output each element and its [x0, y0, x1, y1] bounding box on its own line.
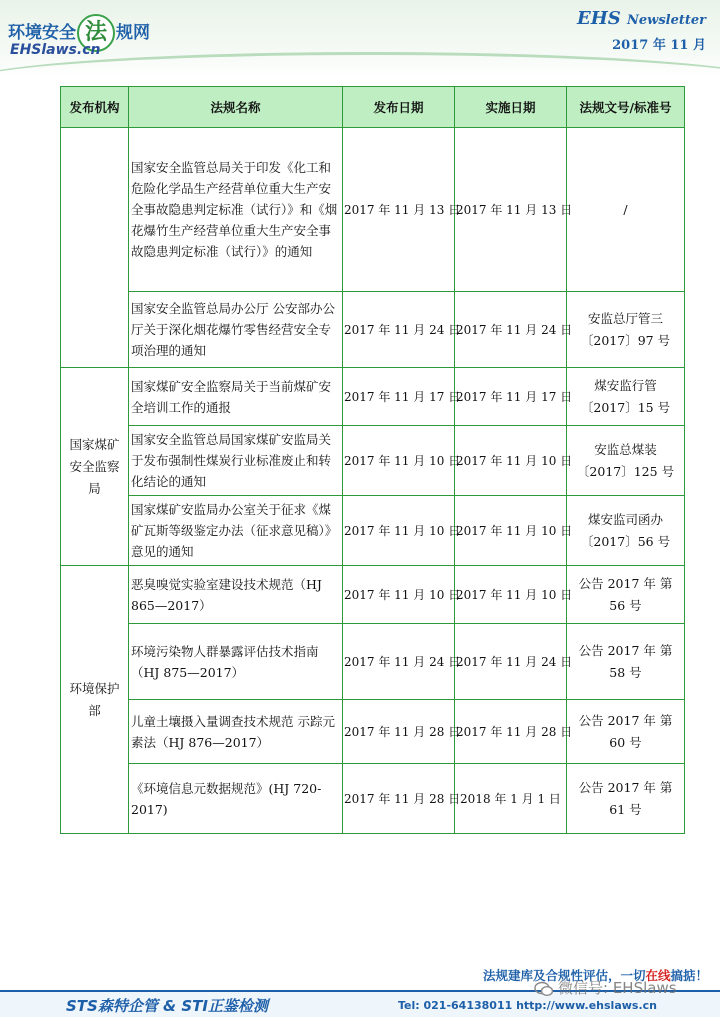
slogan-text: 法规建库及合规性评估，一切	[482, 968, 646, 983]
issue-date: 2017 年 11 月	[612, 38, 706, 53]
issue-date: 2017 年 11 月 13 日	[343, 128, 455, 292]
regulation-name: 儿童土壤摄入量调查技术规范 示踪元素法（HJ 876—2017）	[129, 700, 343, 764]
logo-domain: EHSlaws.cn	[10, 42, 101, 58]
header-swoosh-decoration	[0, 52, 720, 78]
effective-date: 2017 年 11 月 13 日	[455, 128, 567, 292]
table-row	[61, 700, 685, 764]
logo-text-right: 规网	[116, 23, 150, 43]
issue-date: 2017 年 11 月 24 日	[343, 624, 455, 700]
document-number: 公告 2017 年 第 60 号	[567, 700, 685, 764]
document-number: 公告 2017 年 第 56 号	[567, 566, 685, 624]
document-number: 安监总厅管三〔2017〕97 号	[567, 292, 685, 368]
issuer-cell	[61, 128, 129, 368]
slogan-text-end: 搞掂！	[670, 968, 708, 983]
regulation-name: 国家安全监管总局办公厅 公安部办公厅关于深化烟花爆竹零售经营安全专项治理的通知	[129, 292, 343, 368]
table-row	[61, 496, 685, 566]
header-regulation-name: 法规名称	[129, 87, 343, 128]
effective-date: 2017 年 11 月 24 日	[455, 292, 567, 368]
issue-date: 2017 年 11 月 17 日	[343, 368, 455, 426]
issue-date: 2017 年 11 月 10 日	[343, 496, 455, 566]
table-row	[61, 764, 685, 834]
effective-date: 2017 年 11 月 10 日	[455, 426, 567, 496]
logo-text-left: 环境安全	[8, 23, 76, 43]
wechat-watermark	[534, 977, 677, 998]
header-document-number: 法规文号/标准号	[567, 87, 685, 128]
issue-date: 2017 年 11 月 28 日	[343, 764, 455, 834]
table-row	[61, 368, 685, 426]
effective-date: 2017 年 11 月 17 日	[455, 368, 567, 426]
header-issue-date: 发布日期	[343, 87, 455, 128]
footer-brand: STS森特企管 & STI正鉴检测	[66, 997, 268, 1015]
issue-date: 2017 年 11 月 24 日	[343, 292, 455, 368]
regulation-name: 《环境信息元数据规范》(HJ 720-2017)	[129, 764, 343, 834]
regulation-name: 国家煤矿安全监察局关于当前煤矿安全培训工作的通报	[129, 368, 343, 426]
regulation-name: 国家安全监管总局国家煤矿安监局关于发布强制性煤炭行业标准废止和转化结论的通知	[129, 426, 343, 496]
wechat-icon	[534, 981, 554, 997]
regulation-name: 国家安全监管总局关于印发《化工和危险化学品生产经营单位重大生产安全事故隐患判定标准（试行）》和《烟花爆竹生产经营单位重大生产安全事故隐患判定标准（试行）》的通知	[129, 128, 343, 292]
effective-date: 2017 年 11 月 28 日	[455, 700, 567, 764]
header-effective-date: 实施日期	[455, 87, 567, 128]
table-row	[61, 292, 685, 368]
document-number: 煤安监司函办〔2017〕56 号	[567, 496, 685, 566]
issue-date: 2017 年 11 月 10 日	[343, 426, 455, 496]
table-row	[61, 128, 685, 292]
newsletter-label: Newsletter	[626, 13, 706, 28]
issuer-cell: 环境保护部	[61, 566, 129, 834]
document-number: 公告 2017 年 第 61 号	[567, 764, 685, 834]
slogan-highlight: 在线	[645, 968, 671, 983]
document-number: 公告 2017 年 第 58 号	[567, 624, 685, 700]
table-header-row	[61, 87, 685, 128]
logo-emblem: 法	[77, 14, 115, 52]
issue-date: 2017 年 11 月 28 日	[343, 700, 455, 764]
document-number: 煤安监行管〔2017〕15 号	[567, 368, 685, 426]
header-issuer: 发布机构	[61, 87, 129, 128]
regulation-name: 环境污染物人群暴露评估技术指南（HJ 875—2017）	[129, 624, 343, 700]
effective-date: 2017 年 11 月 10 日	[455, 566, 567, 624]
document-number: 安监总煤装〔2017〕125 号	[567, 426, 685, 496]
newsletter-ehs: EHS	[576, 8, 621, 29]
table-row	[61, 426, 685, 496]
issuer-cell: 国家煤矿安全监察局	[61, 368, 129, 566]
newsletter-title	[577, 8, 706, 29]
page-header	[0, 0, 720, 78]
table-row	[61, 566, 685, 624]
effective-date: 2017 年 11 月 24 日	[455, 624, 567, 700]
regulation-name: 国家煤矿安监局办公室关于征求《煤矿瓦斯等级鉴定办法（征求意见稿）》意见的通知	[129, 496, 343, 566]
watermark-text: 微信号: EHSlaws	[558, 979, 677, 997]
issue-date: 2017 年 11 月 10 日	[343, 566, 455, 624]
effective-date: 2018 年 1 月 1 日	[455, 764, 567, 834]
regulations-table	[60, 86, 685, 834]
document-number: /	[567, 128, 685, 292]
regulation-name: 恶臭嗅觉实验室建设技术规范（HJ 865—2017）	[129, 566, 343, 624]
footer-contact: Tel: 021-64138011 http://www.ehslaws.cn	[398, 999, 657, 1012]
table-row	[61, 624, 685, 700]
effective-date: 2017 年 11 月 10 日	[455, 496, 567, 566]
